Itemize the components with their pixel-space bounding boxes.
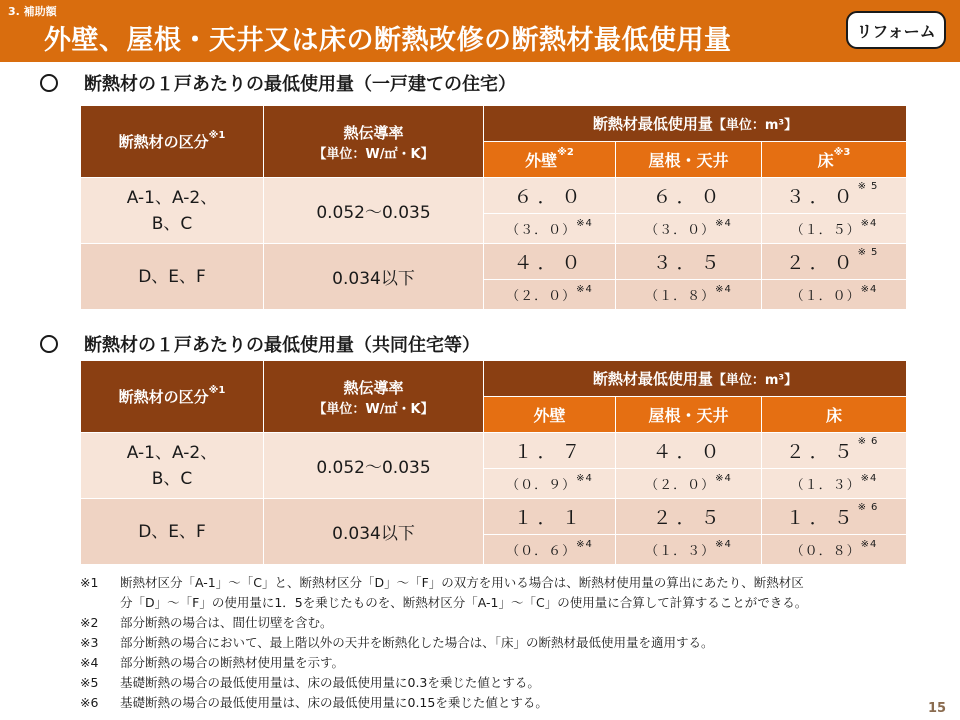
conductivity-cell: 0.052～0.035 [264,433,484,499]
footnote: ※4 部分断熱の場合の断熱材使用量を示す。 [80,655,345,670]
value-cell: ４．０ [484,244,616,280]
value-cell: ６．０ [484,178,616,214]
value-cell: ６．０ [616,178,762,214]
header-conductivity: 熱伝導率 【単位：W/㎡・K】 [264,361,484,433]
partial-value-cell: （１．８）$^{※4}$ [616,280,762,310]
footnote: ※1 断熱材区分「A-1」～「C」と、断熱材区分「D」～「F」の双方を用いる場合は、断熱材使用量の算出にあたり、断熱材区 分「D」～「F」の使用量に1．5を乗じたものを、断熱材区分「A-1」～「C」の使用量に合算して計算することができる。 [80,575,808,610]
footnote: ※2 部分断熱の場合は、間仕切壁を含む。 [80,615,333,630]
header-roof: 屋根・天井 [616,397,762,433]
header-roof: 屋根・天井 [616,142,762,178]
section2-heading [40,331,480,357]
category-cell: A-1、A-2、 B、C [81,178,264,244]
section1-heading [40,70,516,96]
header-floor: 床 [762,397,907,433]
table-row [81,499,907,535]
header-floor: 床$^{※3}$ [762,142,907,178]
footnote: ※6 基礎断熱の場合の最低使用量は、床の最低使用量に0.15を乗じた値とする。 [80,695,548,710]
partial-value-cell: （３．０）$^{※4}$ [484,214,616,244]
value-cell: １．５$^{※6}$ [762,499,907,535]
footnote: ※5 基礎断熱の場合の最低使用量は、床の最低使用量に0.3を乗じた値とする。 [80,675,540,690]
section2-heading-text: 断熱材の１戸あたりの最低使用量（共同住宅等） [84,335,480,356]
partial-value-cell: （２．０）$^{※4}$ [484,280,616,310]
conductivity-cell: 0.034以下 [264,499,484,565]
header-min-usage: 断熱材最低使用量【単位：m³】 [484,106,907,142]
partial-value-cell: （０．６）$^{※4}$ [484,535,616,565]
header-category: 断熱材の区分$^{※1}$ [81,106,264,178]
circle-bullet-icon [40,74,58,92]
detached-house-table [80,105,907,310]
partial-value-cell: （１．０）$^{※4}$ [762,280,907,310]
partial-value-cell: （１．３）$^{※4}$ [762,469,907,499]
footnote: ※3 部分断熱の場合において、最上階以外の天井を断熱化した場合は、「床」の断熱材最低使用量を適用する。 [80,635,714,650]
header-wall: 外壁 [484,397,616,433]
category-cell: A-1、A-2、 B、C [81,433,264,499]
reform-badge: リフォーム [846,11,946,49]
value-cell: １．１ [484,499,616,535]
partial-value-cell: （０．９）$^{※4}$ [484,469,616,499]
table-row [81,178,907,214]
header-wall: 外壁$^{※2}$ [484,142,616,178]
table-row [81,433,907,469]
partial-value-cell: （１．３）$^{※4}$ [616,535,762,565]
section-number: 3. 補助額 [8,5,57,18]
category-cell: D、E、F [81,244,264,310]
conductivity-cell: 0.052～0.035 [264,178,484,244]
header-conductivity: 熱伝導率 【単位：W/㎡・K】 [264,106,484,178]
value-cell: ２．５ [616,499,762,535]
section1-heading-text: 断熱材の１戸あたりの最低使用量（一戸建ての住宅） [84,74,516,95]
value-cell: ４．０ [616,433,762,469]
conductivity-cell: 0.034以下 [264,244,484,310]
value-cell: ３．０$^{※5}$ [762,178,907,214]
category-cell: D、E、F [81,499,264,565]
table-row [81,244,907,280]
partial-value-cell: （０．８）$^{※4}$ [762,535,907,565]
footnotes [80,573,807,713]
page-number: 15 [928,701,947,716]
header-min-usage: 断熱材最低使用量【単位：m³】 [484,361,907,397]
page-title: 外壁、屋根・天井又は床の断熱改修の断熱材最低使用量 [44,25,732,56]
partial-value-cell: （３．０）$^{※4}$ [616,214,762,244]
value-cell: ２．５$^{※6}$ [762,433,907,469]
value-cell: ３．５ [616,244,762,280]
value-cell: １．７ [484,433,616,469]
apartment-table [80,360,907,565]
partial-value-cell: （１．５）$^{※4}$ [762,214,907,244]
circle-bullet-icon [40,335,58,353]
partial-value-cell: （２．０）$^{※4}$ [616,469,762,499]
header-category: 断熱材の区分$^{※1}$ [81,361,264,433]
title-bar [0,0,960,62]
value-cell: ２．０$^{※5}$ [762,244,907,280]
